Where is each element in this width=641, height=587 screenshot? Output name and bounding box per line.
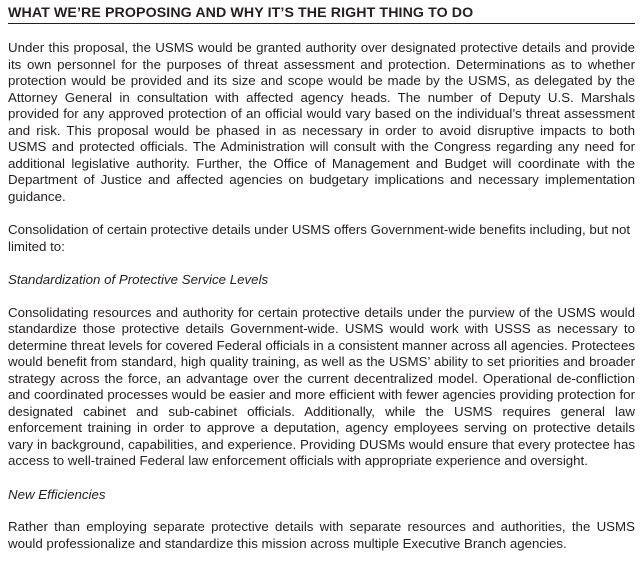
paragraph-new-efficiencies: Rather than employing separate protective details with separate resources and authorities, the USMS would professionalize and standardize this mission across multiple Executive Branch agencies. — [8, 519, 635, 551]
paragraph-standardization: Consolidating resources and authority for certain protective details under the purview of the USMS would standardize those protective details Government-wide. USMS would work with USSS as necessary to determine threat levels for covered Federal officials in a consistent manner across all agencies. Protectees would benefit from standard, high quality training, as well as the USMS’ ability to set priorities and broader strategy across the force, an advantage over the current decentralized model. Operational de-confliction and coordinated processes would be easier and more efficient with fewer agencies providing protection for designated cabinet and sub-cabinet officials. Additionally, while the USMS requires general law enforcement training in order to approve a deputation, agency employees serving on protective details vary in background, capabilities, and experience. Providing DUSMs would ensure that every protectee has access to well-trained Federal law enforcement officials with appropriate experience and oversight. — [8, 304, 635, 468]
subheading-new-efficiencies: New Efficiencies — [8, 486, 106, 502]
subheading-standardization: Standardization of Protective Service Levels — [8, 272, 269, 287]
section-heading: WHAT WE’RE PROPOSING AND WHY IT’S THE RIGHT THING TO DO — [8, 0, 635, 24]
paragraph-proposal: Under this proposal, the USMS would be granted authority over designated protective details and provide its own personnel for the purposes of threat assessment and protection. Determinations as to whether protection would be provided and its size and scope would be made by the USMS, as delegated by the Attorney General in consultation with affected agency heads. The number of Deputy U.S. Marshals provided for any approved protection of an official would vary based on the individual’s threat assessment and risk. This proposal would be phased in as necessary in order to avoid disruptive impacts to both USMS and protected officials. The Administration will consult with the Congress regarding any need for additional legislative authority. Further, the Office of Management and Budget will coordinate with the Department of Justice and affected agencies on budgetary implications and necessary implementation guidance. — [8, 40, 635, 204]
paragraph-consolidation: Consolidation of certain protective details under USMS offers Government-wide benefits including, but not limited to: — [8, 222, 631, 254]
